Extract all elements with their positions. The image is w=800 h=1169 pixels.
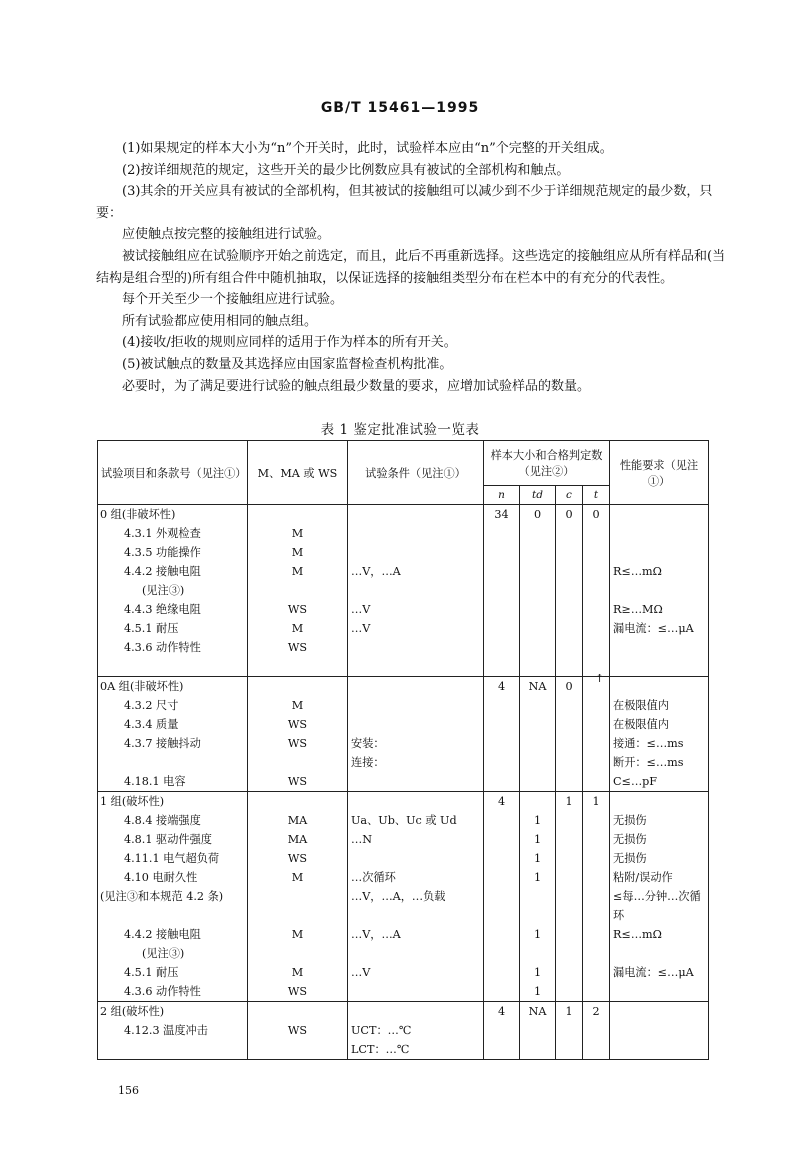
table-row [98,1021,709,1040]
cell-item [98,753,248,772]
cell-item: 4.5.1 耐压 [98,963,248,982]
cell-c [556,925,583,944]
header-c: c [556,486,583,505]
cell-requirements [610,657,709,677]
cell-requirements: 在极限值内 [610,696,709,715]
cell-c [556,944,583,963]
cell-requirements: 无损伤 [610,849,709,868]
cell-item: (见注③) [98,944,248,963]
cell-c: 1 [556,1002,583,1022]
table-row [98,696,709,715]
cell-item [98,1040,248,1060]
cell-requirements [610,638,709,657]
cell-t [583,581,610,600]
cell-requirements: 环 [610,906,709,925]
table-row [98,906,709,925]
cell-item: 4.11.1 电气超负荷 [98,849,248,868]
cell-n [484,849,520,868]
cell-conditions [348,944,484,963]
cell-category: WS [248,715,348,734]
cell-n [484,811,520,830]
cell-item: 4.3.6 动作特性 [98,638,248,657]
table-row [98,715,709,734]
cell-item: 4.3.7 接触抖动 [98,734,248,753]
cell-td [520,734,556,753]
cell-requirements: C≤…pF [610,772,709,792]
header-n: n [484,486,520,505]
cell-category: M [248,543,348,562]
cell-n [484,830,520,849]
cell-n [484,657,520,677]
cell-t [583,849,610,868]
cell-item: 4.3.2 尺寸 [98,696,248,715]
cell-item: 0A 组(非破坏性) [98,677,248,697]
cell-td [520,1021,556,1040]
cell-td: 1 [520,811,556,830]
cell-item: 4.3.5 功能操作 [98,543,248,562]
cell-category: MA [248,830,348,849]
cell-conditions [348,657,484,677]
cell-n: 4 [484,677,520,697]
cell-conditions: UCT：…℃ [348,1021,484,1040]
cell-item: 2 组(破坏性) [98,1002,248,1022]
table-row [98,677,709,697]
cell-td [520,887,556,906]
cell-category: MA [248,811,348,830]
paragraph: 每个开关至少一个接触组应进行试验。 [122,292,344,308]
cell-c [556,811,583,830]
cell-category [248,1040,348,1060]
cell-conditions [348,906,484,925]
cell-requirements [610,982,709,1002]
table-row [98,562,709,581]
cell-c [556,715,583,734]
cell-c [556,753,583,772]
cell-c [556,543,583,562]
header-item: 试验项目和条款号（见注①） [98,441,248,505]
cell-category [248,792,348,812]
cell-t [583,772,610,792]
table-row [98,1002,709,1022]
cell-t [583,562,610,581]
cell-c: 0 [556,505,583,525]
table-row [98,505,709,525]
cell-item: 4.8.1 驱动件强度 [98,830,248,849]
cell-requirements [610,1002,709,1022]
cell-requirements: 漏电流：≤…μA [610,619,709,638]
cell-conditions [348,849,484,868]
table-row [98,753,709,772]
cell-td [520,1040,556,1060]
cell-category [248,657,348,677]
cell-t [583,906,610,925]
cell-t [583,1040,610,1060]
cell-t: 1 [583,792,610,812]
cell-c [556,638,583,657]
cell-requirements: R≥…MΩ [610,600,709,619]
cell-category: WS [248,734,348,753]
cell-category [248,1002,348,1022]
cell-td [520,581,556,600]
table-row [98,734,709,753]
cell-t [583,715,610,734]
header-category: M、MA 或 WS [248,441,348,505]
cell-n [484,600,520,619]
table-row [98,849,709,868]
cell-n [484,982,520,1002]
cell-conditions: …次循环 [348,868,484,887]
cell-c [556,600,583,619]
cell-conditions [348,505,484,525]
cell-category: M [248,619,348,638]
paragraph: (1)如果规定的样本大小为“n”个开关时，此时，试验样本应由“n”个完整的开关组成。 [122,141,613,156]
paragraph: 被试接触组应在试验顺序开始之前选定，而且，此后不再重新选择。这些选定的接触组应从所有样品和(当结构是组合型的)所有组合件中随机抽取，以保证选择的接触组类型分布在栏本中的有充分的代表性。 [96,248,726,286]
body-text [96,138,726,397]
cell-item: 4.4.3 绝缘电阻 [98,600,248,619]
cell-c [556,887,583,906]
cell-item: 4.12.3 温度冲击 [98,1021,248,1040]
cell-category [248,944,348,963]
cell-n [484,543,520,562]
table-row [98,792,709,812]
cell-requirements: 断开：≤…ms [610,753,709,772]
table-row [98,581,709,600]
cell-item: 4.4.2 接触电阻 [98,562,248,581]
cell-t [583,963,610,982]
cell-conditions: 安装： [348,734,484,753]
header-td: td [520,486,556,505]
cell-conditions: …V，…A [348,925,484,944]
cell-requirements [610,505,709,525]
cell-requirements [610,677,709,697]
table-row [98,830,709,849]
cell-conditions [348,543,484,562]
table-caption: 表 1 鉴定批准试验一览表 [320,422,480,438]
table-row [98,887,709,906]
cell-c [556,868,583,887]
cell-td [520,792,556,812]
header-requirements: 性能要求（见注①） [610,441,709,505]
cell-requirements [610,524,709,543]
cell-item: 4.10 电耐久性 [98,868,248,887]
cell-requirements: ≤每…分钟…次循 [610,887,709,906]
cell-t: 0 [583,505,610,525]
cell-category: M [248,925,348,944]
table-row [98,811,709,830]
cell-item: 4.5.1 耐压 [98,619,248,638]
cell-t [583,753,610,772]
cell-n [484,753,520,772]
table-row [98,982,709,1002]
table-row [98,619,709,638]
cell-conditions [348,1002,484,1022]
cell-c [556,562,583,581]
cell-td [520,715,556,734]
cell-category [248,906,348,925]
table-row [98,772,709,792]
cell-td: NA [520,677,556,697]
header-conditions: 试验条件（见注①） [348,441,484,505]
cell-item: 4.18.1 电容 [98,772,248,792]
cell-requirements [610,944,709,963]
cell-conditions [348,772,484,792]
cell-n: 34 [484,505,520,525]
cell-item: 4.4.2 接触电阻 [98,925,248,944]
cell-conditions [348,982,484,1002]
cell-c [556,830,583,849]
cell-c [556,772,583,792]
cell-category: M [248,562,348,581]
table-row [98,868,709,887]
paragraph: (2)按详细规范的规定，这些开关的最少比例数应具有被试的全部机构和触点。 [122,162,570,178]
cell-t [583,925,610,944]
cell-td [520,524,556,543]
cell-n [484,963,520,982]
cell-conditions [348,677,484,697]
cell-td [520,619,556,638]
cell-category [248,677,348,697]
cell-td: 1 [520,925,556,944]
table-row [98,1040,709,1060]
paragraph: 所有试验都应使用相同的触点组。 [122,313,318,329]
table-row [98,963,709,982]
up-arrow-icon: ↑ [595,672,605,685]
cell-td: 1 [520,849,556,868]
cell-category [248,505,348,525]
cell-item [98,906,248,925]
paragraph: (4)接收/拒收的规则应同样的适用于作为样本的所有开关。 [122,335,457,351]
table-row [98,657,709,677]
cell-t [583,543,610,562]
cell-t [583,944,610,963]
cell-td [520,772,556,792]
cell-n [484,944,520,963]
cell-t [583,830,610,849]
cell-td [520,944,556,963]
cell-n [484,638,520,657]
cell-conditions [348,524,484,543]
cell-c [556,696,583,715]
cell-requirements: 在极限值内 [610,715,709,734]
cell-conditions [348,792,484,812]
cell-n [484,1040,520,1060]
cell-requirements [610,1021,709,1040]
cell-requirements [610,581,709,600]
cell-c [556,657,583,677]
cell-conditions: Ua、Ub、Uc 或 Ud [348,811,484,830]
cell-n [484,925,520,944]
cell-c: 1 [556,792,583,812]
table-row [98,925,709,944]
cell-td: NA [520,1002,556,1022]
cell-td [520,562,556,581]
cell-conditions: …V [348,619,484,638]
cell-requirements: 漏电流：≤…μA [610,963,709,982]
cell-n [484,619,520,638]
cell-n [484,715,520,734]
cell-category: WS [248,1021,348,1040]
cell-requirements: 无损伤 [610,830,709,849]
cell-conditions: …V，…A [348,562,484,581]
table-row [98,524,709,543]
cell-t: 2 [583,1002,610,1022]
cell-category: M [248,963,348,982]
table-row [98,600,709,619]
cell-category: WS [248,982,348,1002]
table-row [98,543,709,562]
cell-conditions: …V [348,963,484,982]
cell-c [556,906,583,925]
cell-c [556,963,583,982]
cell-c [556,1021,583,1040]
cell-requirements: 接通：≤…ms [610,734,709,753]
cell-n: 4 [484,1002,520,1022]
page-number: 156 [118,1084,139,1097]
header-sample: 样本大小和合格判定数（见注②） [484,441,610,486]
cell-requirements: 无损伤 [610,811,709,830]
cell-td [520,638,556,657]
cell-item: 4.3.4 质量 [98,715,248,734]
cell-t [583,524,610,543]
cell-td [520,600,556,619]
cell-t [583,619,610,638]
paragraph: 应使触点按完整的接触组进行试验。 [122,227,331,243]
cell-c [556,982,583,1002]
cell-requirements [610,792,709,812]
cell-n [484,868,520,887]
cell-n [484,581,520,600]
cell-t [583,811,610,830]
cell-item: (见注③和本规范 4.2 条) [98,887,248,906]
cell-conditions: 连接： [348,753,484,772]
cell-n [484,887,520,906]
document-header: GB/T 15461—1995 [320,100,480,116]
cell-n: 4 [484,792,520,812]
cell-t [583,868,610,887]
cell-conditions: …V [348,600,484,619]
cell-t [583,1021,610,1040]
cell-td [520,906,556,925]
cell-t [583,696,610,715]
cell-t [583,982,610,1002]
cell-td: 1 [520,982,556,1002]
cell-c [556,734,583,753]
cell-conditions: …V，…A，…负载 [348,887,484,906]
cell-n [484,696,520,715]
cell-requirements: R≤…mΩ [610,562,709,581]
cell-conditions: …N [348,830,484,849]
cell-item: 4.3.6 动作特性 [98,982,248,1002]
cell-requirements: 粘附/误动作 [610,868,709,887]
cell-c [556,849,583,868]
cell-requirements [610,543,709,562]
cell-td: 1 [520,963,556,982]
header-t: t [583,486,610,505]
cell-n [484,524,520,543]
cell-requirements: R≤…mΩ [610,925,709,944]
cell-n [484,772,520,792]
cell-item: 4.8.4 接端强度 [98,811,248,830]
cell-c [556,1040,583,1060]
cell-category: WS [248,772,348,792]
cell-t [583,638,610,657]
cell-category [248,887,348,906]
table-row [98,944,709,963]
cell-c [556,524,583,543]
cell-category: M [248,868,348,887]
paragraph: (5)被试触点的数量及其选择应由国家监督检查机构批准。 [122,356,453,372]
cell-td [520,543,556,562]
cell-item [98,657,248,677]
cell-td: 0 [520,505,556,525]
cell-item: 1 组(破坏性) [98,792,248,812]
cell-category [248,581,348,600]
cell-td: 1 [520,830,556,849]
cell-conditions: LCT：…℃ [348,1040,484,1060]
cell-item: 4.3.1 外观检查 [98,524,248,543]
table-row [98,638,709,657]
cell-item: (见注③) [98,581,248,600]
paragraph: (3)其余的开关应具有被试的全部机构，但其被试的接触组可以减少到不少于详细规范规定的最少数，只要： [96,184,713,221]
cell-n [484,1021,520,1040]
cell-n [484,734,520,753]
cell-category: WS [248,600,348,619]
cell-c [556,581,583,600]
cell-t [583,734,610,753]
cell-category: WS [248,638,348,657]
cell-item: 0 组(非破坏性) [98,505,248,525]
cell-n [484,562,520,581]
cell-conditions [348,638,484,657]
cell-td [520,753,556,772]
cell-conditions [348,581,484,600]
cell-category: M [248,524,348,543]
cell-category [248,753,348,772]
cell-td [520,696,556,715]
table-body [98,505,709,1060]
cell-requirements [610,1040,709,1060]
cell-t [583,600,610,619]
cell-conditions [348,696,484,715]
cell-c: 0 [556,677,583,697]
test-table [97,440,709,1060]
paragraph: 必要时，为了满足要进行试验的触点组最少数量的要求，应增加试验样品的数量。 [122,378,591,394]
cell-category: WS [248,849,348,868]
cell-t [583,887,610,906]
cell-td [520,657,556,677]
cell-category: M [248,696,348,715]
cell-td: 1 [520,868,556,887]
cell-c [556,619,583,638]
cell-conditions [348,715,484,734]
cell-n [484,906,520,925]
